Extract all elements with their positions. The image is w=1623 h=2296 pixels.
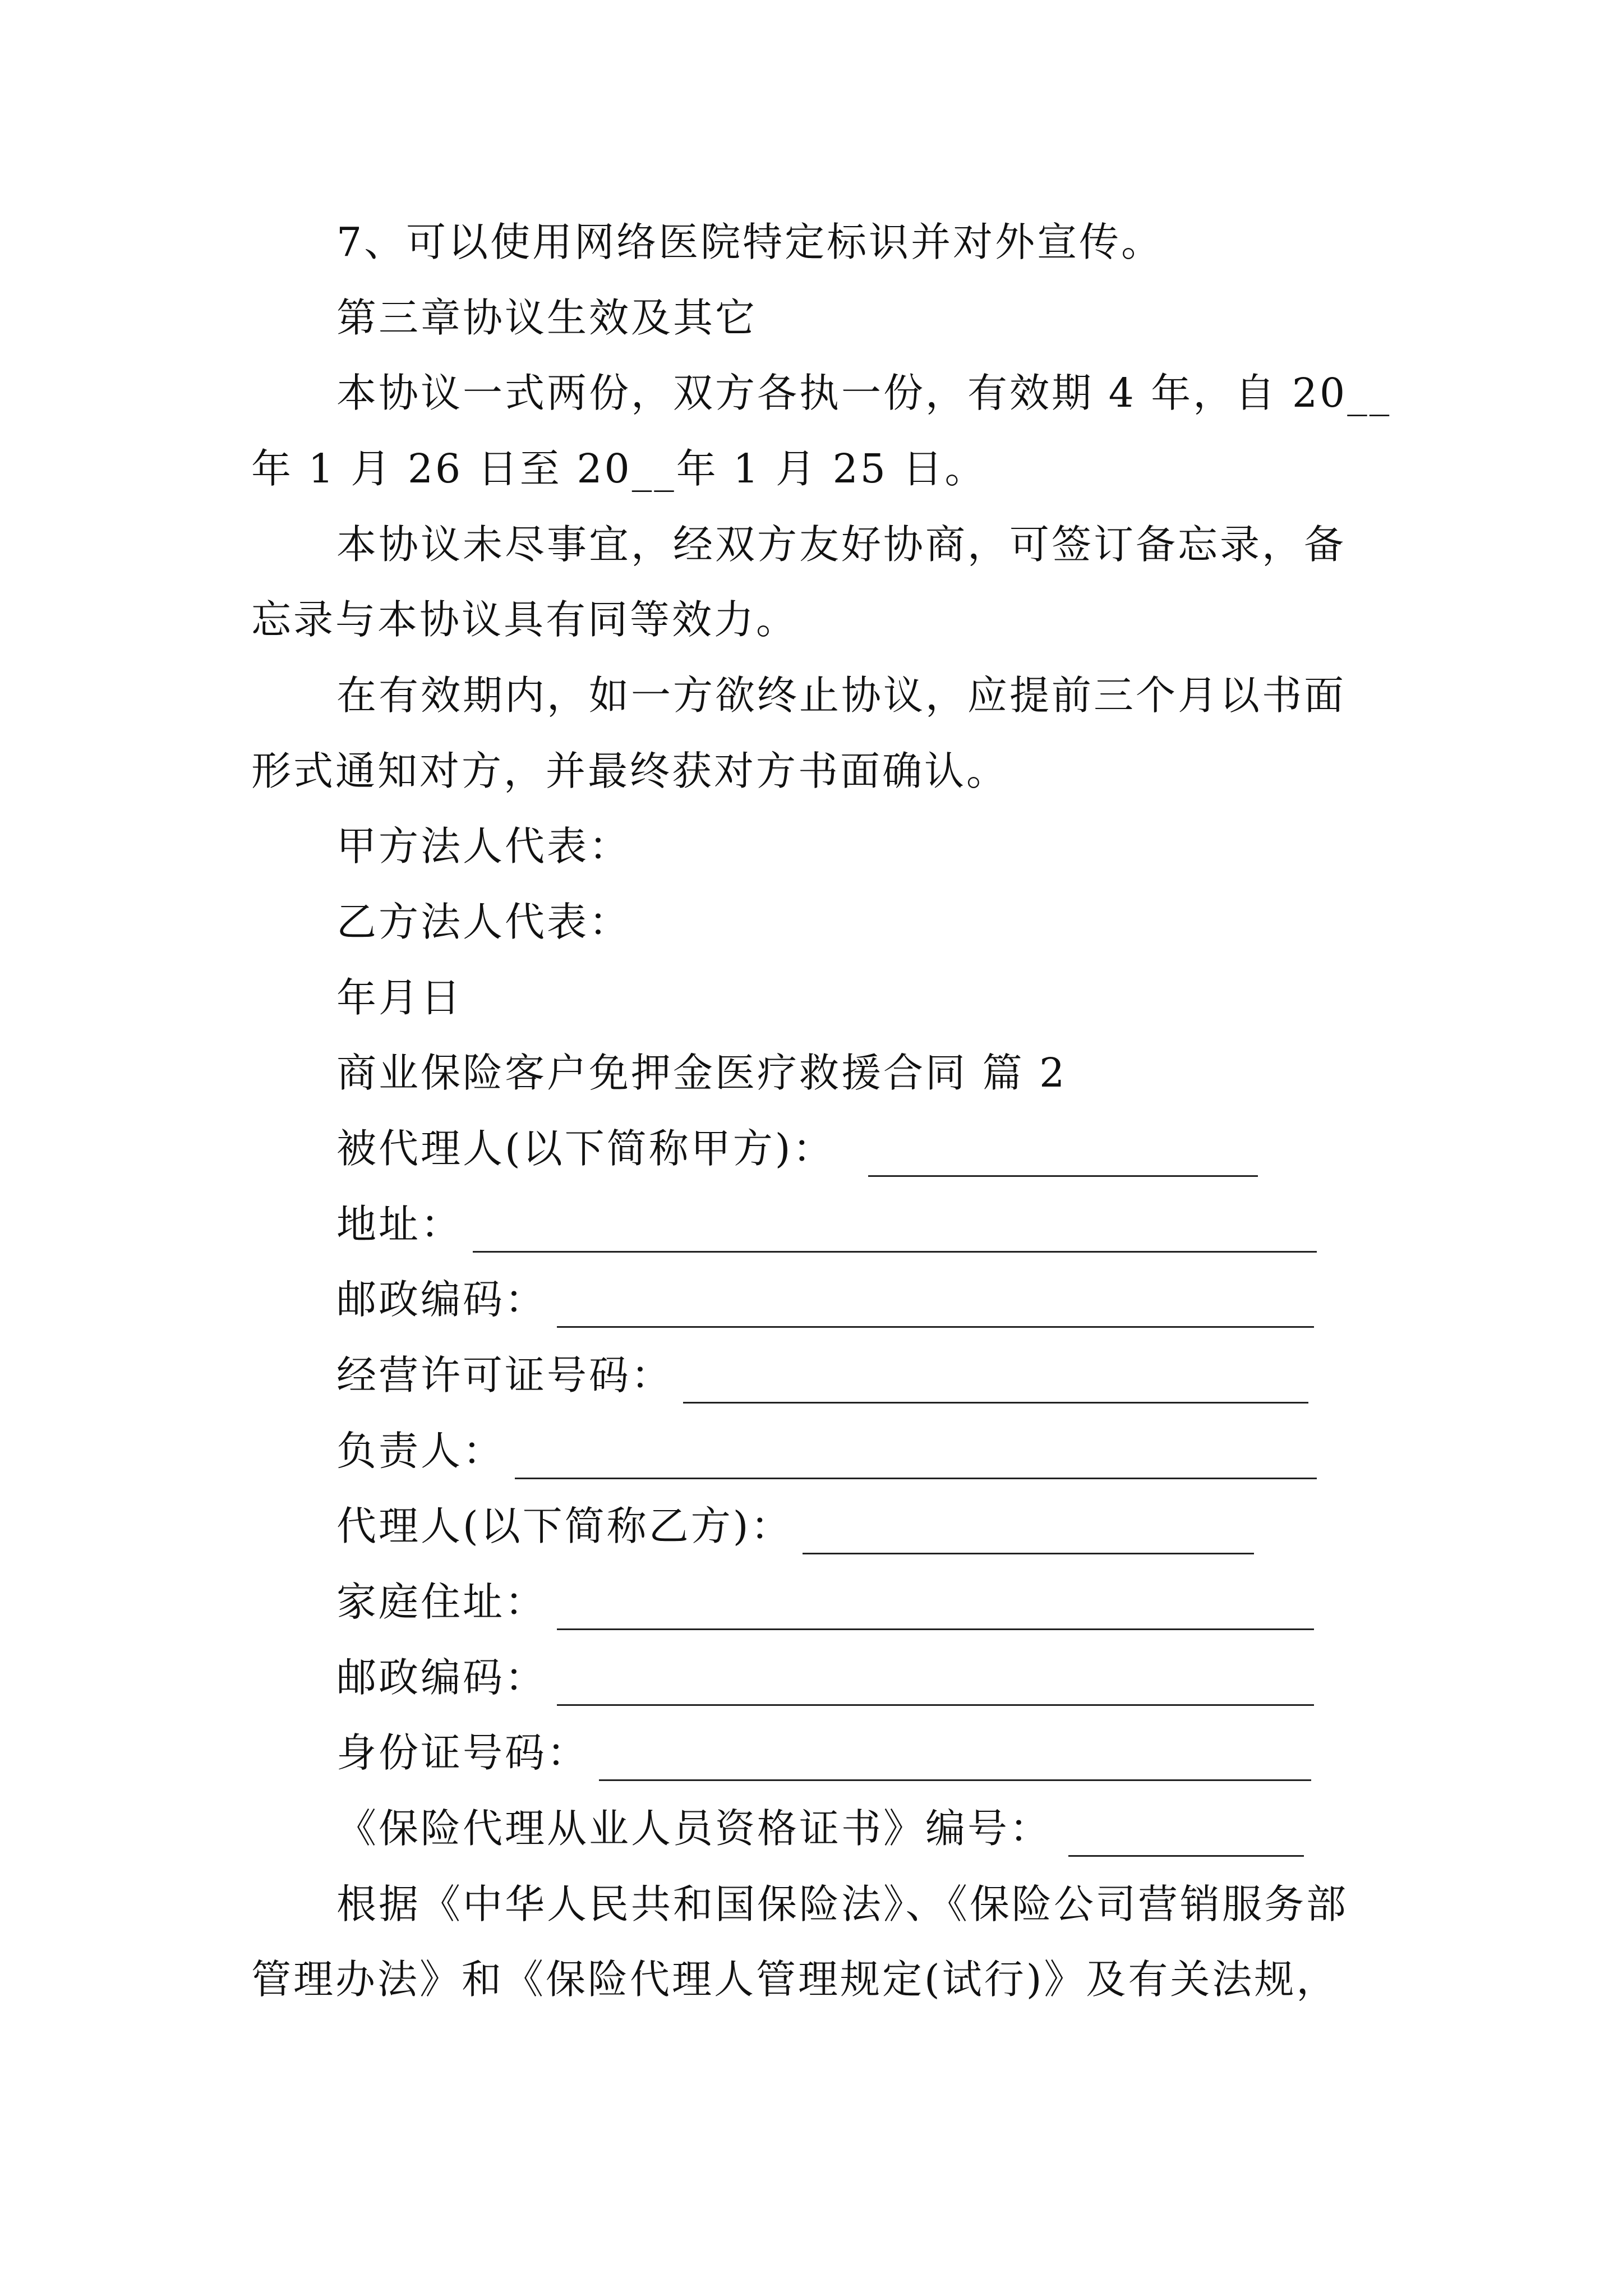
fill-blank [515, 1437, 1317, 1479]
field-label: 《保险代理从业人员资格证书》编号： [336, 1805, 1052, 1852]
field-license-number [336, 1347, 1308, 1404]
field-person-in-charge [336, 1423, 1317, 1479]
field-address [336, 1197, 1317, 1253]
paragraph-termination-cont: 形式通知对方，并最终获对方书面确认。 [251, 748, 1009, 794]
field-label: 地址： [336, 1201, 463, 1248]
fill-blank [599, 1739, 1311, 1781]
paragraph-legal-basis: 根据《中华人民共和国保险法》、《保险公司营销服务部 [336, 1881, 1349, 1927]
paragraph-memo-cont: 忘录与本协议具有同等效力。 [251, 596, 799, 643]
field-label: 家庭住址： [336, 1579, 547, 1625]
paragraph-validity-cont: 年 1 月 26 日至 20__年 1 月 25 日。 [251, 445, 987, 492]
paragraph-validity: 本协议一式两份，双方各执一份，有效期 4 年，自 20__ [336, 370, 1392, 416]
field-postcode [336, 1272, 1314, 1328]
party-a-representative: 甲方法人代表： [336, 823, 631, 869]
field-id-number [336, 1725, 1311, 1781]
field-label: 身份证号码： [336, 1729, 589, 1776]
field-label: 邮政编码： [336, 1654, 547, 1701]
field-label: 经营许可证号码： [336, 1352, 674, 1398]
paragraph-termination: 在有效期内，如一方欲终止协议，应提前三个月以书面 [336, 672, 1347, 719]
fill-blank [557, 1664, 1314, 1706]
field-agent [336, 1498, 1254, 1554]
field-certificate-number [336, 1801, 1304, 1857]
paragraph-memo: 本协议未尽事宜，经双方友好协商，可签订备忘录，备 [336, 521, 1347, 568]
paragraph-item-7: 7、可以使用网络医院特定标识并对外宣传。 [336, 219, 1164, 265]
fill-blank [868, 1135, 1258, 1177]
field-label: 邮政编码： [336, 1276, 547, 1323]
fill-blank [473, 1211, 1317, 1253]
fill-blank [683, 1361, 1308, 1404]
party-b-representative: 乙方法人代表： [336, 899, 631, 945]
date-line: 年月日 [336, 974, 463, 1021]
contract-title: 商业保险客户免押金医疗救援合同 篇 2 [336, 1050, 1067, 1096]
field-label: 负责人： [336, 1428, 505, 1474]
field-label: 代理人(以下简称乙方)： [336, 1503, 793, 1549]
field-label: 被代理人(以下简称甲方)： [336, 1125, 835, 1172]
fill-blank [557, 1286, 1314, 1328]
fill-blank [557, 1588, 1314, 1630]
field-home-address [336, 1574, 1314, 1630]
fill-blank [1068, 1815, 1304, 1857]
field-principal [336, 1121, 1258, 1177]
field-postcode-2 [336, 1650, 1314, 1706]
chapter-heading: 第三章协议生效及其它 [336, 295, 758, 341]
fill-blank [803, 1512, 1254, 1554]
paragraph-legal-basis-cont: 管理办法》和《保险代理人管理规定(试行)》及有关法规， [251, 1956, 1339, 2003]
